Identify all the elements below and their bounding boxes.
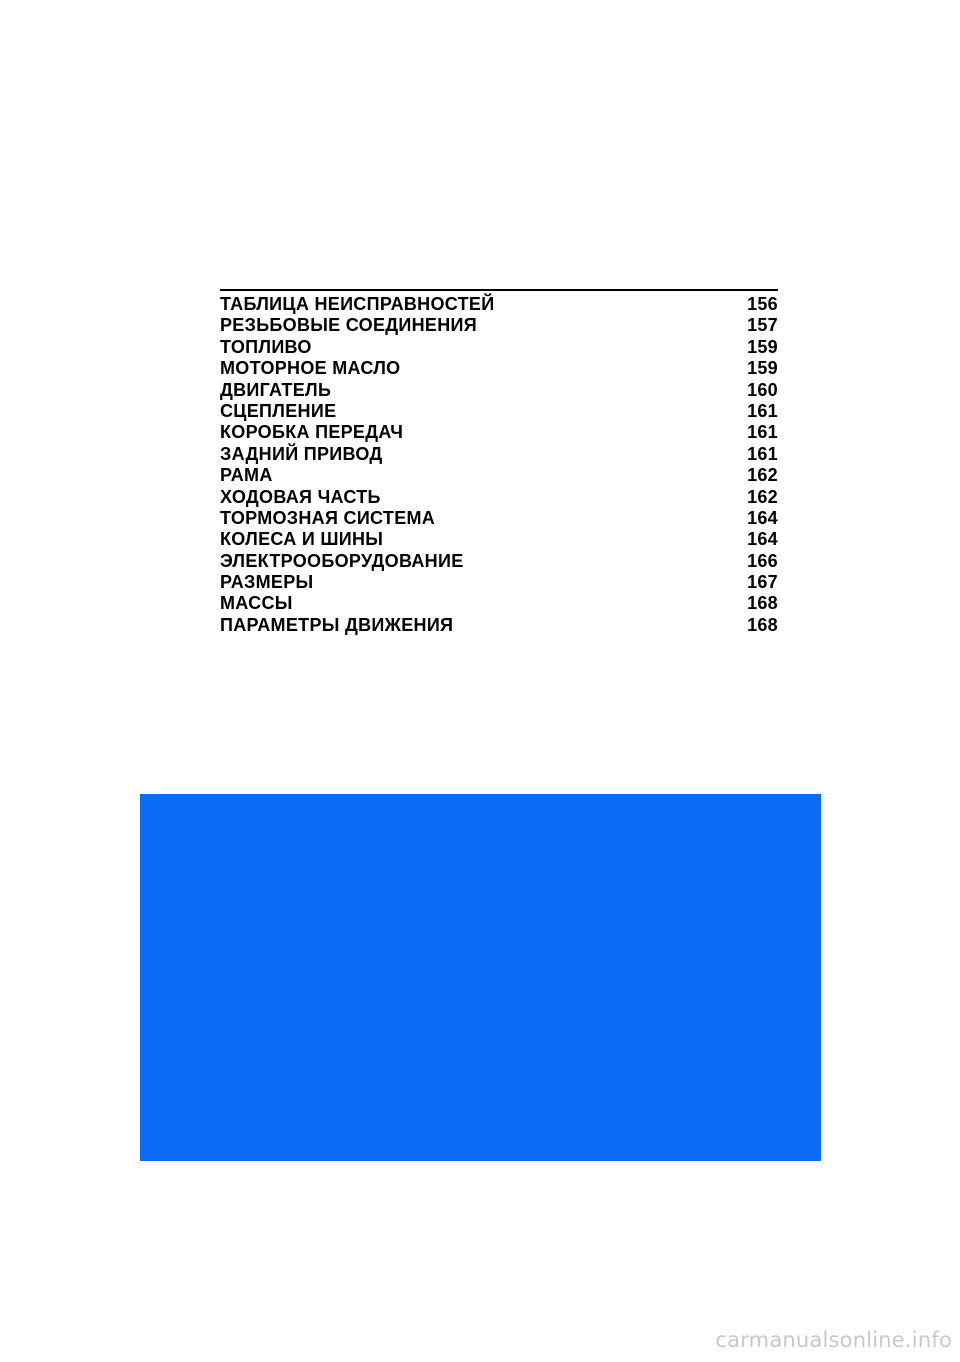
toc-entry-title: ТАБЛИЦА НЕИСПРАВНОСТЕЙ [220, 294, 495, 314]
toc-entry-page: 162 [747, 486, 778, 507]
toc-entry-title: РАЗМЕРЫ [220, 572, 314, 593]
toc-entry[interactable] [220, 593, 778, 614]
toc-entry[interactable] [220, 572, 778, 593]
toc-entry-title: СЦЕПЛЕНИЕ [220, 400, 337, 421]
toc-entry-page: 167 [747, 572, 778, 593]
toc-entry-title: ТОПЛИВО [220, 336, 312, 357]
toc-entry[interactable] [220, 380, 778, 401]
toc-entry-title: ПАРАМЕТРЫ ДВИЖЕНИЯ [220, 614, 454, 635]
toc-entry-title: ДВИГАТЕЛЬ [220, 379, 332, 400]
toc-entry-title: КОЛЕСА И ШИНЫ [220, 529, 384, 550]
toc-entry-title: РЕЗЬБОВЫЕ СОЕДИНЕНИЯ [220, 315, 477, 336]
toc-entry-page: 161 [747, 443, 778, 464]
toc-entry-title: РАМА [220, 465, 273, 486]
toc-entry-title: ЗАДНИЙ ПРИВОД [220, 443, 383, 464]
toc-entry-page: 166 [747, 550, 778, 571]
watermark-text: carmanualsonline.info [715, 1328, 952, 1352]
toc-entry-page: 160 [747, 379, 778, 400]
toc-entry[interactable] [220, 294, 778, 315]
toc-entry-title: ЭЛЕКТРООБОРУДОВАНИЕ [220, 550, 464, 571]
toc-entry-title: МАССЫ [220, 593, 293, 614]
toc-entry[interactable] [220, 358, 778, 379]
toc-entry[interactable] [220, 487, 778, 508]
toc-entry-title: ХОДОВАЯ ЧАСТЬ [220, 486, 381, 507]
toc-entry-page: 157 [747, 315, 778, 336]
toc-entry-page: 168 [747, 614, 778, 635]
toc-entry[interactable] [220, 508, 778, 529]
toc-entry-page: 159 [747, 358, 778, 379]
toc-entry[interactable] [220, 337, 778, 358]
toc-entry-title: МОТОРНОЕ МАСЛО [220, 358, 401, 379]
toc-entry-page: 161 [747, 422, 778, 443]
toc-entry[interactable] [220, 615, 778, 636]
toc-entry-title: ТОРМОЗНАЯ СИСТЕМА [220, 507, 436, 528]
toc-entry-page: 161 [747, 400, 778, 421]
toc-entry-page: 164 [747, 507, 778, 528]
toc-entry[interactable] [220, 551, 778, 572]
toc-entry-page: 156 [747, 294, 778, 314]
toc-entry-page: 168 [747, 593, 778, 614]
toc-entry[interactable] [220, 401, 778, 422]
toc-entry-page: 164 [747, 529, 778, 550]
toc-entry-page: 162 [747, 465, 778, 486]
toc-entry-page: 159 [747, 336, 778, 357]
toc-entry[interactable] [220, 529, 778, 550]
toc-entry[interactable] [220, 315, 778, 336]
table-of-contents [220, 289, 778, 636]
blue-color-block [140, 794, 821, 1161]
toc-entry[interactable] [220, 465, 778, 486]
toc-entry[interactable] [220, 444, 778, 465]
toc-entry-title: КОРОБКА ПЕРЕДАЧ [220, 422, 404, 443]
toc-entry[interactable] [220, 422, 778, 443]
